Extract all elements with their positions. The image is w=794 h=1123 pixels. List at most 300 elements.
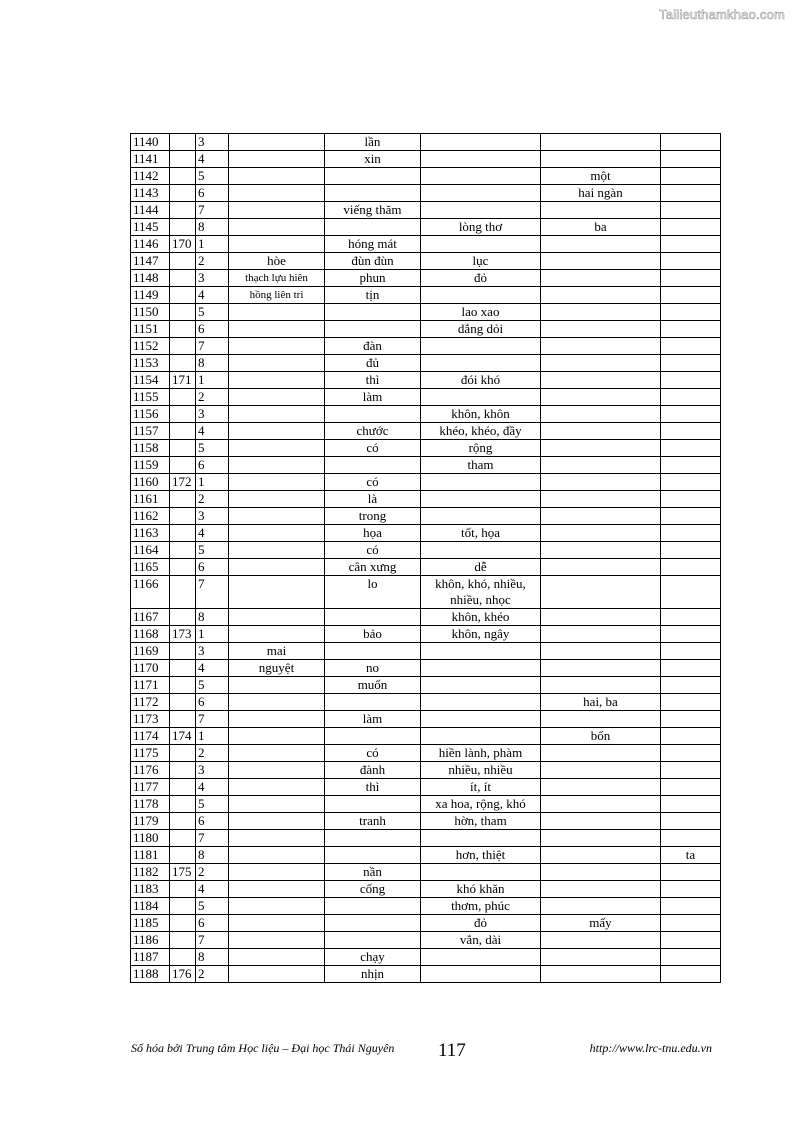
line-number-cell: 4 — [196, 151, 229, 168]
col-a-cell — [229, 745, 325, 762]
col-c-cell: khôn, khó, nhiều, nhiều, nhọc — [421, 576, 541, 609]
row-number-cell: 1175 — [131, 745, 170, 762]
row-number-cell: 1168 — [131, 626, 170, 643]
group-number-cell — [170, 270, 196, 287]
line-number-cell: 1 — [196, 474, 229, 491]
table-row — [131, 813, 721, 830]
line-number-cell: 8 — [196, 219, 229, 236]
table-row — [131, 219, 721, 236]
col-d-cell — [541, 898, 661, 915]
col-d-cell — [541, 457, 661, 474]
col-c-cell: khôn, ngây — [421, 626, 541, 643]
line-number-cell: 4 — [196, 423, 229, 440]
table-row — [131, 711, 721, 728]
row-number-cell: 1148 — [131, 270, 170, 287]
col-d-cell — [541, 762, 661, 779]
col-c-cell: khó khăn — [421, 881, 541, 898]
col-e-cell — [661, 881, 721, 898]
group-number-cell — [170, 915, 196, 932]
col-a-cell — [229, 185, 325, 202]
col-e-cell — [661, 168, 721, 185]
line-number-cell: 5 — [196, 168, 229, 185]
col-a-cell: hòe — [229, 253, 325, 270]
table-row — [131, 457, 721, 474]
col-a-cell — [229, 728, 325, 745]
group-number-cell — [170, 491, 196, 508]
group-number-cell — [170, 287, 196, 304]
col-c-cell — [421, 966, 541, 983]
col-c-cell: dắng dỏi — [421, 321, 541, 338]
group-number-cell — [170, 609, 196, 626]
col-b-cell — [325, 219, 421, 236]
col-b-cell — [325, 168, 421, 185]
row-number-cell: 1147 — [131, 253, 170, 270]
row-number-cell: 1153 — [131, 355, 170, 372]
col-d-cell — [541, 236, 661, 253]
col-a-cell — [229, 864, 325, 881]
col-a-cell — [229, 677, 325, 694]
line-number-cell: 2 — [196, 253, 229, 270]
group-number-cell — [170, 219, 196, 236]
table-row — [131, 576, 721, 609]
col-b-cell — [325, 304, 421, 321]
col-d-cell — [541, 711, 661, 728]
col-d-cell — [541, 576, 661, 609]
table-row — [131, 915, 721, 932]
table-row — [131, 355, 721, 372]
col-c-cell: hờn, tham — [421, 813, 541, 830]
col-b-cell: hóng mát — [325, 236, 421, 253]
table-row — [131, 168, 721, 185]
col-e-cell — [661, 949, 721, 966]
col-b-cell: thì — [325, 372, 421, 389]
table-row — [131, 525, 721, 542]
row-number-cell: 1177 — [131, 779, 170, 796]
col-d-cell — [541, 966, 661, 983]
col-e-cell — [661, 423, 721, 440]
col-a-cell — [229, 372, 325, 389]
col-b-cell: nhịn — [325, 966, 421, 983]
col-b-cell: viếng thăm — [325, 202, 421, 219]
col-a-cell — [229, 796, 325, 813]
col-e-cell — [661, 779, 721, 796]
col-b-cell — [325, 457, 421, 474]
line-number-cell: 8 — [196, 609, 229, 626]
group-number-cell — [170, 949, 196, 966]
col-a-cell — [229, 711, 325, 728]
line-number-cell: 3 — [196, 270, 229, 287]
group-number-cell — [170, 762, 196, 779]
col-c-cell: đỏ — [421, 915, 541, 932]
col-b-cell: phun — [325, 270, 421, 287]
row-number-cell: 1140 — [131, 134, 170, 151]
line-number-cell: 2 — [196, 864, 229, 881]
group-number-cell — [170, 779, 196, 796]
col-b-cell: cống — [325, 881, 421, 898]
col-d-cell — [541, 151, 661, 168]
col-c-cell — [421, 728, 541, 745]
table-row — [131, 202, 721, 219]
line-number-cell: 6 — [196, 559, 229, 576]
page-number: 117 — [438, 1040, 466, 1061]
col-c-cell: ít, ít — [421, 779, 541, 796]
col-c-cell — [421, 711, 541, 728]
table-row — [131, 762, 721, 779]
col-e-cell — [661, 626, 721, 643]
row-number-cell: 1183 — [131, 881, 170, 898]
col-c-cell: lao xao — [421, 304, 541, 321]
col-a-cell: mai — [229, 643, 325, 660]
row-number-cell: 1176 — [131, 762, 170, 779]
table-row — [131, 660, 721, 677]
col-a-cell — [229, 847, 325, 864]
col-d-cell — [541, 474, 661, 491]
group-number-cell — [170, 847, 196, 864]
group-number-cell — [170, 932, 196, 949]
col-e-cell — [661, 796, 721, 813]
col-b-cell — [325, 915, 421, 932]
line-number-cell: 7 — [196, 338, 229, 355]
col-a-cell — [229, 440, 325, 457]
col-c-cell — [421, 491, 541, 508]
table-row — [131, 864, 721, 881]
col-b-cell: nần — [325, 864, 421, 881]
row-number-cell: 1188 — [131, 966, 170, 983]
group-number-cell: 174 — [170, 728, 196, 745]
col-a-cell — [229, 694, 325, 711]
line-number-cell: 3 — [196, 762, 229, 779]
col-d-cell — [541, 355, 661, 372]
row-number-cell: 1149 — [131, 287, 170, 304]
table-row — [131, 830, 721, 847]
col-c-cell: xa hoa, rộng, khó — [421, 796, 541, 813]
col-b-cell: chạy — [325, 949, 421, 966]
row-number-cell: 1173 — [131, 711, 170, 728]
col-c-cell: đỏ — [421, 270, 541, 287]
col-a-cell — [229, 779, 325, 796]
table-row — [131, 898, 721, 915]
col-e-cell — [661, 711, 721, 728]
col-a-cell — [229, 949, 325, 966]
col-b-cell — [325, 609, 421, 626]
group-number-cell — [170, 711, 196, 728]
row-number-cell: 1162 — [131, 508, 170, 525]
col-e-cell — [661, 389, 721, 406]
col-d-cell: mấy — [541, 915, 661, 932]
col-b-cell: đùn đùn — [325, 253, 421, 270]
col-b-cell: làm — [325, 711, 421, 728]
col-e-cell — [661, 457, 721, 474]
group-number-cell — [170, 677, 196, 694]
row-number-cell: 1186 — [131, 932, 170, 949]
row-number-cell: 1170 — [131, 660, 170, 677]
row-number-cell: 1165 — [131, 559, 170, 576]
col-c-cell — [421, 151, 541, 168]
col-b-cell: làm — [325, 389, 421, 406]
row-number-cell: 1174 — [131, 728, 170, 745]
col-a-cell — [229, 219, 325, 236]
table-row — [131, 423, 721, 440]
table-row — [131, 694, 721, 711]
col-d-cell: ba — [541, 219, 661, 236]
group-number-cell — [170, 440, 196, 457]
col-b-cell: có — [325, 474, 421, 491]
col-c-cell: rộng — [421, 440, 541, 457]
col-b-cell: có — [325, 440, 421, 457]
table-row — [131, 236, 721, 253]
group-number-cell — [170, 830, 196, 847]
line-number-cell: 5 — [196, 796, 229, 813]
row-number-cell: 1155 — [131, 389, 170, 406]
col-b-cell: có — [325, 542, 421, 559]
col-a-cell — [229, 559, 325, 576]
col-c-cell: khôn, khéo — [421, 609, 541, 626]
col-b-cell: xin — [325, 151, 421, 168]
row-number-cell: 1169 — [131, 643, 170, 660]
group-number-cell — [170, 813, 196, 830]
table-row — [131, 440, 721, 457]
col-d-cell — [541, 626, 661, 643]
col-a-cell — [229, 389, 325, 406]
col-a-cell — [229, 813, 325, 830]
footer-credit: Số hóa bởi Trung tâm Học liệu – Đại học Thái Nguyên — [131, 1041, 395, 1055]
col-b-cell — [325, 796, 421, 813]
table-row — [131, 389, 721, 406]
col-c-cell: lục — [421, 253, 541, 270]
col-c-cell: khéo, khéo, đầy — [421, 423, 541, 440]
col-e-cell — [661, 134, 721, 151]
line-number-cell: 5 — [196, 440, 229, 457]
col-d-cell — [541, 542, 661, 559]
table-row — [131, 796, 721, 813]
col-a-cell — [229, 576, 325, 609]
col-e-cell — [661, 321, 721, 338]
col-c-cell — [421, 134, 541, 151]
col-e-cell — [661, 491, 721, 508]
col-a-cell — [229, 236, 325, 253]
line-number-cell: 1 — [196, 372, 229, 389]
col-c-cell: vắn, dài — [421, 932, 541, 949]
col-e-cell — [661, 474, 721, 491]
table-body — [131, 134, 721, 983]
group-number-cell — [170, 151, 196, 168]
line-number-cell: 8 — [196, 847, 229, 864]
line-number-cell: 4 — [196, 660, 229, 677]
col-e-cell — [661, 864, 721, 881]
col-e-cell — [661, 185, 721, 202]
col-a-cell — [229, 168, 325, 185]
group-number-cell — [170, 389, 196, 406]
col-c-cell: khôn, khôn — [421, 406, 541, 423]
row-number-cell: 1158 — [131, 440, 170, 457]
line-number-cell: 6 — [196, 813, 229, 830]
col-c-cell — [421, 830, 541, 847]
col-a-cell — [229, 321, 325, 338]
col-c-cell: tham — [421, 457, 541, 474]
table-row — [131, 287, 721, 304]
table-row — [131, 745, 721, 762]
col-a-cell — [229, 202, 325, 219]
col-e-cell — [661, 576, 721, 609]
col-d-cell — [541, 287, 661, 304]
col-e-cell — [661, 219, 721, 236]
row-number-cell: 1184 — [131, 898, 170, 915]
col-e-cell — [661, 287, 721, 304]
col-a-cell — [229, 355, 325, 372]
col-d-cell — [541, 559, 661, 576]
col-b-cell — [325, 847, 421, 864]
line-number-cell: 3 — [196, 134, 229, 151]
table-row — [131, 270, 721, 287]
col-b-cell — [325, 694, 421, 711]
col-a-cell — [229, 491, 325, 508]
line-number-cell: 2 — [196, 966, 229, 983]
row-number-cell: 1166 — [131, 576, 170, 609]
col-c-cell — [421, 864, 541, 881]
col-c-cell — [421, 168, 541, 185]
col-d-cell — [541, 321, 661, 338]
col-b-cell: là — [325, 491, 421, 508]
col-b-cell — [325, 406, 421, 423]
line-number-cell: 6 — [196, 185, 229, 202]
col-c-cell: nhiều, nhiều — [421, 762, 541, 779]
row-number-cell: 1144 — [131, 202, 170, 219]
row-number-cell: 1167 — [131, 609, 170, 626]
col-e-cell — [661, 745, 721, 762]
row-number-cell: 1187 — [131, 949, 170, 966]
row-number-cell: 1154 — [131, 372, 170, 389]
table-row — [131, 474, 721, 491]
col-a-cell: thạch lựu hiên — [229, 270, 325, 287]
group-number-cell — [170, 168, 196, 185]
line-number-cell: 1 — [196, 626, 229, 643]
line-number-cell: 3 — [196, 508, 229, 525]
group-number-cell: 173 — [170, 626, 196, 643]
group-number-cell — [170, 423, 196, 440]
col-e-cell — [661, 728, 721, 745]
col-a-cell — [229, 915, 325, 932]
group-number-cell — [170, 559, 196, 576]
table-row — [131, 508, 721, 525]
col-d-cell — [541, 813, 661, 830]
col-c-cell — [421, 338, 541, 355]
col-b-cell: trong — [325, 508, 421, 525]
line-number-cell: 8 — [196, 355, 229, 372]
col-e-cell — [661, 253, 721, 270]
line-number-cell: 2 — [196, 491, 229, 508]
table-row — [131, 253, 721, 270]
col-d-cell — [541, 745, 661, 762]
col-e-cell — [661, 440, 721, 457]
table-row — [131, 728, 721, 745]
col-c-cell — [421, 474, 541, 491]
col-c-cell — [421, 389, 541, 406]
col-a-cell — [229, 898, 325, 915]
col-b-cell: đàn — [325, 338, 421, 355]
row-number-cell: 1178 — [131, 796, 170, 813]
col-d-cell — [541, 406, 661, 423]
line-number-cell: 4 — [196, 881, 229, 898]
row-number-cell: 1180 — [131, 830, 170, 847]
col-d-cell — [541, 304, 661, 321]
col-d-cell — [541, 609, 661, 626]
group-number-cell: 170 — [170, 236, 196, 253]
table-row — [131, 185, 721, 202]
line-number-cell: 1 — [196, 236, 229, 253]
col-b-cell: thì — [325, 779, 421, 796]
table-row — [131, 542, 721, 559]
col-a-cell — [229, 406, 325, 423]
col-e-cell — [661, 694, 721, 711]
group-number-cell — [170, 134, 196, 151]
col-a-cell: nguyệt — [229, 660, 325, 677]
col-b-cell — [325, 898, 421, 915]
col-b-cell: đành — [325, 762, 421, 779]
group-number-cell — [170, 881, 196, 898]
row-number-cell: 1179 — [131, 813, 170, 830]
col-a-cell — [229, 762, 325, 779]
col-e-cell — [661, 406, 721, 423]
line-number-cell: 8 — [196, 949, 229, 966]
col-c-cell: tốt, họa — [421, 525, 541, 542]
col-c-cell: lòng thơ — [421, 219, 541, 236]
col-a-cell — [229, 508, 325, 525]
col-c-cell: hơn, thiệt — [421, 847, 541, 864]
col-b-cell: tịn — [325, 287, 421, 304]
row-number-cell: 1145 — [131, 219, 170, 236]
col-e-cell — [661, 372, 721, 389]
col-b-cell: họa — [325, 525, 421, 542]
col-a-cell: hồng liên trì — [229, 287, 325, 304]
col-d-cell — [541, 643, 661, 660]
col-d-cell — [541, 932, 661, 949]
watermark: Tailieuthamkhao.com — [659, 7, 785, 22]
row-number-cell: 1160 — [131, 474, 170, 491]
col-c-cell: đói khó — [421, 372, 541, 389]
col-d-cell — [541, 508, 661, 525]
row-number-cell: 1159 — [131, 457, 170, 474]
word-table — [130, 133, 721, 983]
group-number-cell — [170, 321, 196, 338]
footer-url: http://www.lrc-tnu.edu.vn — [589, 1041, 712, 1055]
line-number-cell: 7 — [196, 711, 229, 728]
col-a-cell — [229, 338, 325, 355]
col-d-cell — [541, 134, 661, 151]
table-row — [131, 406, 721, 423]
row-number-cell: 1151 — [131, 321, 170, 338]
col-e-cell — [661, 355, 721, 372]
table-row — [131, 779, 721, 796]
line-number-cell: 2 — [196, 745, 229, 762]
row-number-cell: 1142 — [131, 168, 170, 185]
col-a-cell — [229, 932, 325, 949]
col-c-cell — [421, 355, 541, 372]
col-c-cell: dễ — [421, 559, 541, 576]
group-number-cell: 175 — [170, 864, 196, 881]
line-number-cell: 3 — [196, 406, 229, 423]
col-d-cell — [541, 423, 661, 440]
line-number-cell: 4 — [196, 525, 229, 542]
col-a-cell — [229, 474, 325, 491]
group-number-cell — [170, 338, 196, 355]
col-b-cell: có — [325, 745, 421, 762]
col-e-cell — [661, 898, 721, 915]
col-c-cell — [421, 185, 541, 202]
col-e-cell — [661, 643, 721, 660]
col-a-cell — [229, 525, 325, 542]
row-number-cell: 1171 — [131, 677, 170, 694]
line-number-cell: 5 — [196, 542, 229, 559]
